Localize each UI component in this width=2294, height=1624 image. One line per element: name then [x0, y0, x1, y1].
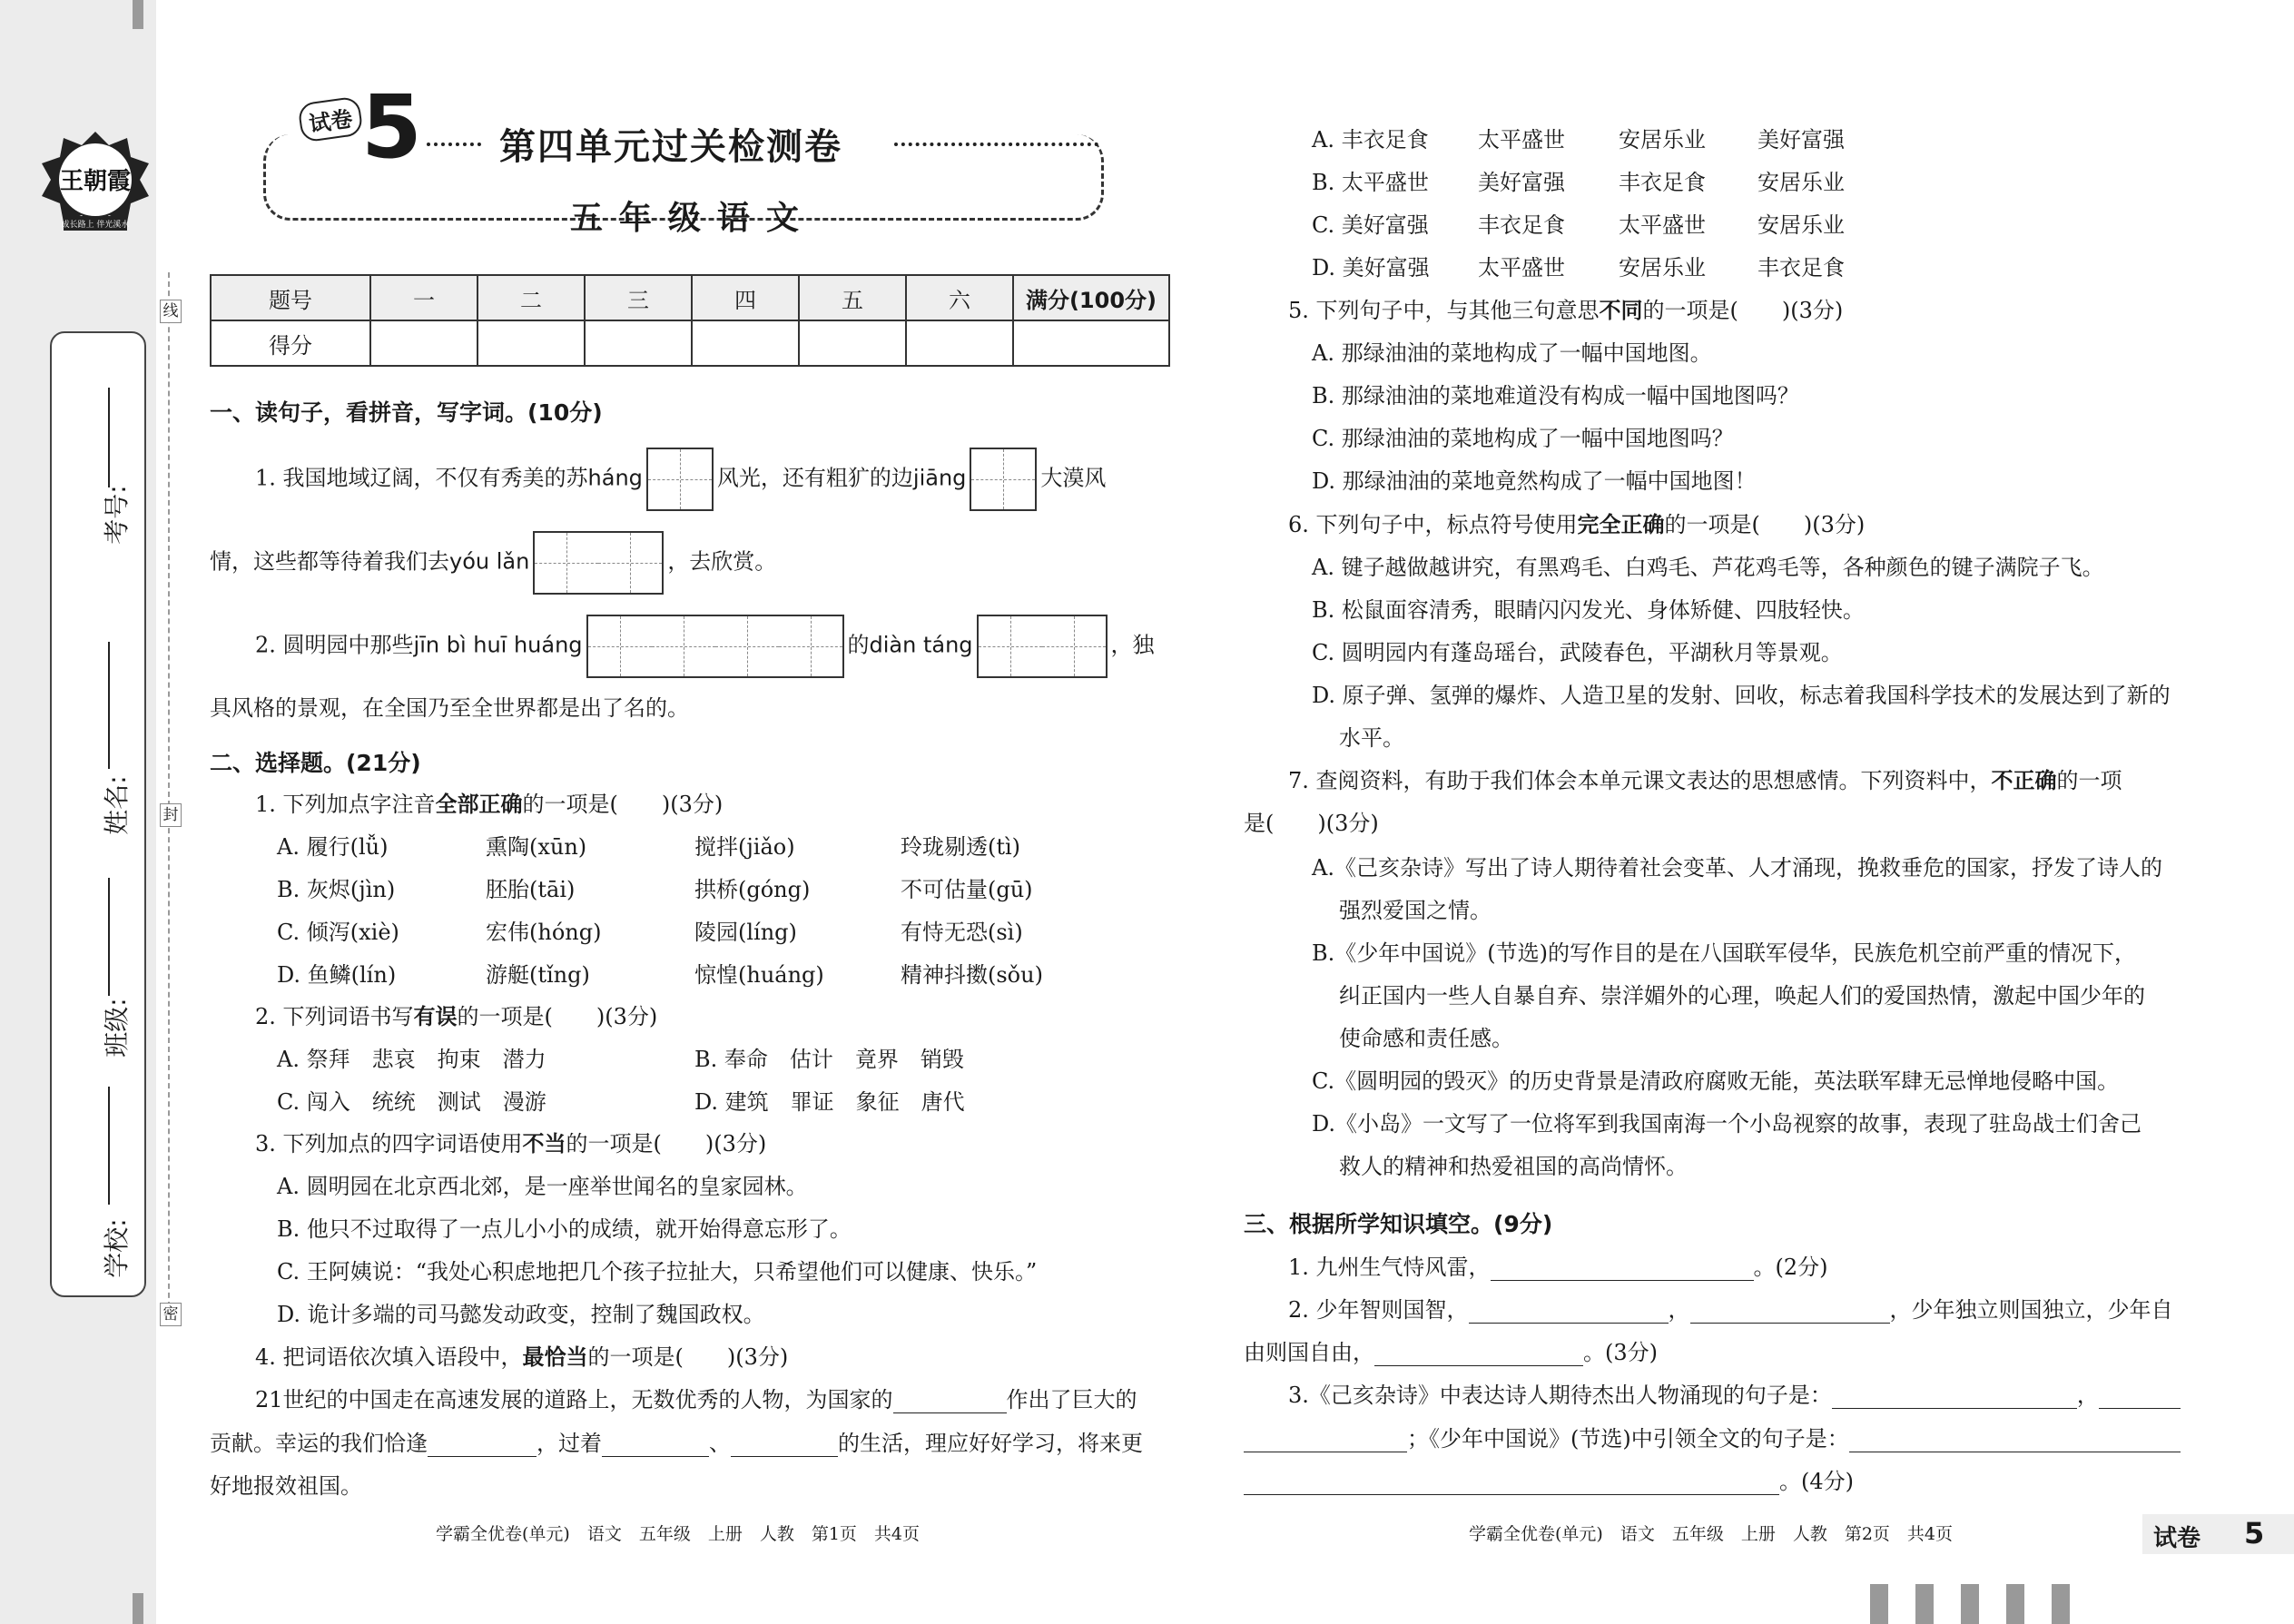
score-cell-header: 四: [692, 275, 799, 320]
section2-heading: 二、选择题。(21分): [210, 750, 421, 776]
option[interactable]: D. 原子弹、氢弹的爆炸、人造卫星的发射、回收，标志着我国科学技术的发展达到了新的: [1312, 683, 2171, 708]
option: 安居乐业: [1757, 170, 1845, 195]
fill-blank[interactable]: [1244, 1472, 1779, 1495]
option: 宏伟(hóng): [486, 920, 602, 945]
footer-right: 学霸全优卷(单元) 语文 五年级 上册 人教 第2页 共4页: [1469, 1524, 1954, 1544]
answer-grid[interactable]: [977, 615, 1108, 678]
score-cell-header: 一: [370, 275, 478, 320]
option: 丰衣足食: [1478, 212, 1565, 238]
q2-1-stem: 1. 下列加点字注音全部正确的一项是( )(3分): [255, 791, 724, 817]
option: 安居乐业: [1619, 255, 1706, 281]
option[interactable]: C. 美好富强: [1312, 212, 1429, 238]
score-cell-header: 三: [585, 275, 692, 320]
section1-heading: 一、读句子，看拼音，写字词。(10分): [210, 399, 603, 426]
section3-q2-line1: 2. 少年智则国智， ， ，少年独立则国独立，少年自: [1288, 1297, 2173, 1323]
pinyin: diàn táng: [869, 632, 973, 658]
school-field[interactable]: [52, 1078, 144, 1295]
answer-grid[interactable]: [646, 448, 714, 511]
option[interactable]: D. 建筑 罪证 象征 唐代: [694, 1089, 965, 1115]
option[interactable]: D. 鱼鳞(lín): [277, 962, 397, 988]
option[interactable]: B.《少年中国说》(节选)的写作目的是在八国联军侵华，民族危机空前严重的情况下，: [1312, 940, 2136, 966]
option[interactable]: A.《己亥杂诗》写出了诗人期待着社会变革、人才涌现，挽救垂危的国家，抒发了诗人的: [1312, 855, 2162, 881]
score-table-score-row: [211, 320, 1169, 366]
option[interactable]: B. 他只不过取得了一点儿小小的成绩，就开始得意忘形了。: [277, 1216, 852, 1242]
option[interactable]: D. 那绿油油的菜地竟然构成了一幅中国地图！: [1312, 468, 1757, 494]
option: 美好富强: [1478, 170, 1565, 195]
score-table: [210, 274, 1170, 367]
section1-q1-line2: 情，这些都等待着我们去yóu lǎn ，去欣赏。: [210, 531, 776, 595]
option: 胚胎(tāi): [486, 877, 576, 902]
option-continuation: 水平。: [1339, 725, 1404, 751]
option: 丰衣足食: [1619, 170, 1706, 195]
pinyin: jiāng: [912, 465, 967, 491]
option-continuation: 救人的精神和热爱祖国的高尚情怀。: [1339, 1154, 1688, 1179]
exam-number-label: 考号:: [102, 485, 132, 545]
pinyin: háng: [587, 465, 643, 491]
bind-mark-seal: 封: [160, 803, 182, 827]
option[interactable]: B. 那绿油油的菜地难道没有构成一幅中国地图吗？: [1312, 383, 1799, 408]
option[interactable]: A. 圆明园在北京西北郊，是一座举世闻名的皇家园林。: [277, 1174, 808, 1199]
option: 游艇(tǐng): [486, 962, 590, 988]
option[interactable]: A. 键子越做越讲究，有黑鸡毛、白鸡毛、芦花鸡毛等，各种颜色的键子满院子飞。: [1312, 555, 2104, 580]
sidebar-marker-bottom: [133, 1593, 143, 1624]
fill-blank[interactable]: [731, 1434, 838, 1457]
option: 熏陶(xūn): [486, 834, 587, 860]
option: 安居乐业: [1757, 212, 1845, 238]
option: 丰衣足食: [1757, 255, 1845, 281]
section3-q2-line2: 由则国自由， 。(3分): [1244, 1340, 1658, 1365]
option: 惊惶(huáng): [694, 962, 824, 988]
fill-blank[interactable]: [2099, 1386, 2181, 1409]
option: 拱桥(góng): [694, 877, 811, 902]
q2-2-stem: 2. 下列词语书写有误的一项是( )(3分): [255, 1003, 658, 1029]
option: 搅拌(jiǎo): [694, 834, 795, 860]
score-cell-header: 满分(100分): [1013, 275, 1169, 320]
fill-blank[interactable]: [1469, 1301, 1669, 1324]
binding-cut-line: [168, 272, 170, 1316]
option[interactable]: C. 闯入 统统 测试 漫游: [277, 1089, 546, 1115]
q2-7-stem-cont: 是( )(3分): [1244, 811, 1379, 836]
class-field[interactable]: [52, 851, 144, 1068]
score-input-cell[interactable]: [370, 320, 478, 366]
score-input-cell[interactable]: [799, 320, 906, 366]
class-label: 班级:: [102, 998, 132, 1058]
option[interactable]: D. 美好富强: [1312, 255, 1430, 281]
q2-6-stem: 6. 下列句子中，标点符号使用完全正确的一项是( )(3分): [1288, 511, 1866, 537]
section3-q3-line3: 。(4分): [1244, 1469, 1854, 1495]
q2-4-stem: 4. 把词语依次填入语段中，最恰当的一项是( )(3分): [255, 1343, 789, 1370]
student-info-box: [50, 331, 146, 1297]
page-title: 第四单元过关检测卷: [499, 126, 842, 168]
fill-blank[interactable]: [1690, 1301, 1890, 1324]
bind-mark-secret: 密: [160, 1303, 182, 1326]
q2-4-passage-line2: 贡献。幸运的我们恰逢 ，过着 、 的生活，理应好好学习，将来更: [210, 1431, 1143, 1456]
option: 不可估量(gū): [901, 877, 1033, 902]
option-continuation: 强烈爱国之情。: [1339, 898, 1492, 923]
logo-text: 王朝霞: [59, 168, 132, 195]
page-tab: 试卷 5: [2142, 1514, 2294, 1554]
section1-q2-line1: 2. 圆明园中那些jīn bì huī huáng 的diàn táng ，独: [255, 615, 1155, 678]
q2-5-stem: 5. 下列句子中，与其他三句意思不同的一项是( )(3分): [1288, 297, 1844, 323]
student-name-field[interactable]: [52, 605, 144, 842]
option[interactable]: C. 圆明园内有蓬岛瑶台，武陵春色，平湖秋月等景观。: [1312, 640, 1843, 665]
option[interactable]: A. 丰衣足食: [1312, 127, 1429, 153]
q2-3-stem: 3. 下列加点的四字词语使用不当的一项是( )(3分): [255, 1130, 767, 1156]
footer-left: 学霸全优卷(单元) 语文 五年级 上册 人教 第1页 共4页: [436, 1524, 921, 1544]
fill-blank[interactable]: [602, 1434, 709, 1457]
section3-q3-line2: ；《少年中国说》(节选)中引领全文的句子是：: [1244, 1426, 2181, 1452]
score-cell-header: 题号: [211, 275, 370, 320]
q2-4-passage-line1: 21世纪的中国走在高速发展的道路上，无数优秀的人物，为国家的 作出了巨大的: [255, 1387, 1137, 1412]
option: 安居乐业: [1619, 127, 1706, 153]
option[interactable]: C. 王阿姨说：“我处心积虑地把几个孩子拉扯大，只希望他们可以健康、快乐。”: [277, 1259, 1038, 1284]
option[interactable]: B. 奉命 估计 竟界 销毁: [694, 1047, 964, 1072]
fill-blank[interactable]: [1244, 1430, 1407, 1452]
section1-q1-line1: 1. 我国地域辽阔，不仅有秀美的苏háng 风光，还有粗犷的边jiāng 大漠风: [255, 448, 1106, 511]
option: 太平盛世: [1478, 127, 1565, 153]
option[interactable]: B. 松鼠面容清秀，眼睛闪闪发光、身体矫健、四肢轻快。: [1312, 597, 1865, 623]
student-name-label: 姓名:: [102, 775, 132, 835]
option[interactable]: C. 倾泻(xiè): [277, 920, 399, 945]
option[interactable]: C. 那绿油油的菜地构成了一幅中国地图吗？: [1312, 426, 1734, 451]
fill-blank[interactable]: [893, 1391, 1007, 1413]
fill-blank[interactable]: [1849, 1430, 2181, 1452]
section3-heading: 三、根据所学知识填空。(9分): [1244, 1211, 1553, 1237]
option[interactable]: A. 祭拜 悲哀 拘束 潜力: [277, 1047, 546, 1072]
logo-motto: 成长路上 伴光溪水: [61, 221, 130, 230]
page-subtitle: 五年级语文: [570, 200, 816, 237]
exam-tag: 试卷: [297, 95, 363, 143]
pinyin: jīn bì huī huáng: [413, 632, 583, 658]
exam-number-field[interactable]: [52, 388, 144, 569]
option-continuation: 使命感和责任感。: [1339, 1026, 1513, 1051]
score-input-cell[interactable]: [906, 320, 1013, 366]
q2-7-stem: 7. 查阅资料，有助于我们体会本单元课文表达的思想感情。下列资料中，不正确的一项: [1288, 767, 2122, 793]
publisher-logo: [36, 127, 154, 245]
fill-blank[interactable]: [1491, 1258, 1754, 1281]
score-cell-header: 五: [799, 275, 906, 320]
option[interactable]: B. 灰烬(jìn): [277, 877, 396, 902]
fill-blank[interactable]: [1374, 1343, 1583, 1366]
option[interactable]: A. 履行(lǚ): [277, 834, 389, 860]
option[interactable]: C.《圆明园的毁灭》的历史背景是清政府腐败无能，英法联军肆无忌惮地侵略中国。: [1312, 1068, 2120, 1094]
score-input-cell[interactable]: [1013, 320, 1169, 366]
pinyin: yóu lǎn: [449, 548, 530, 575]
option[interactable]: B. 太平盛世: [1312, 170, 1429, 195]
option[interactable]: D. 诡计多端的司马懿发动政变，控制了魏国政权。: [277, 1302, 765, 1327]
answer-grid[interactable]: [970, 448, 1037, 511]
option-continuation: 纠正国内一些人自暴自弃、崇洋媚外的心理，唤起人们的爱国热情，激起中国少年的: [1339, 983, 2145, 1009]
exam-number: 5: [361, 76, 422, 178]
score-table-header-row: [211, 275, 1169, 320]
score-input-cell[interactable]: [692, 320, 799, 366]
option: 陵园(líng): [694, 920, 797, 945]
option: 精神抖擞(sǒu): [901, 962, 1043, 988]
score-cell-header: 六: [906, 275, 1013, 320]
score-cell-header: 二: [478, 275, 585, 320]
option[interactable]: A. 那绿油油的菜地构成了一幅中国地图。: [1312, 340, 1712, 366]
fill-blank[interactable]: [1832, 1386, 2077, 1409]
option[interactable]: D.《小岛》一文写了一位将军到我国南海一个小岛视察的故事，表现了驻岛战士们舍己: [1312, 1111, 2142, 1137]
score-input-cell[interactable]: [585, 320, 692, 366]
answer-grid[interactable]: [533, 531, 664, 595]
option: 太平盛世: [1619, 212, 1706, 238]
sidebar-marker-top: [133, 0, 143, 29]
bind-mark-line: 线: [160, 300, 182, 323]
fill-blank[interactable]: [428, 1434, 537, 1457]
answer-grid[interactable]: [586, 615, 844, 678]
section1-q2-line2: 具风格的景观，在全国乃至全世界都是出了名的。: [210, 695, 689, 721]
score-row-label: 得分: [211, 320, 370, 366]
section3-q3-line1: 3.《己亥杂诗》中表达诗人期待杰出人物涌现的句子是： ，: [1288, 1383, 2181, 1409]
option: 玲珑剔透(tì): [901, 834, 1021, 860]
school-label: 学校:: [102, 1218, 132, 1278]
q2-4-passage-line3: 好地报效祖国。: [210, 1473, 362, 1499]
score-input-cell[interactable]: [478, 320, 585, 366]
option: 美好富强: [1757, 127, 1845, 153]
option: 有恃无恐(sì): [901, 920, 1023, 945]
section3-q1: 1. 九州生气恃风雷， 。(2分): [1288, 1255, 1828, 1280]
option: 太平盛世: [1478, 255, 1565, 281]
